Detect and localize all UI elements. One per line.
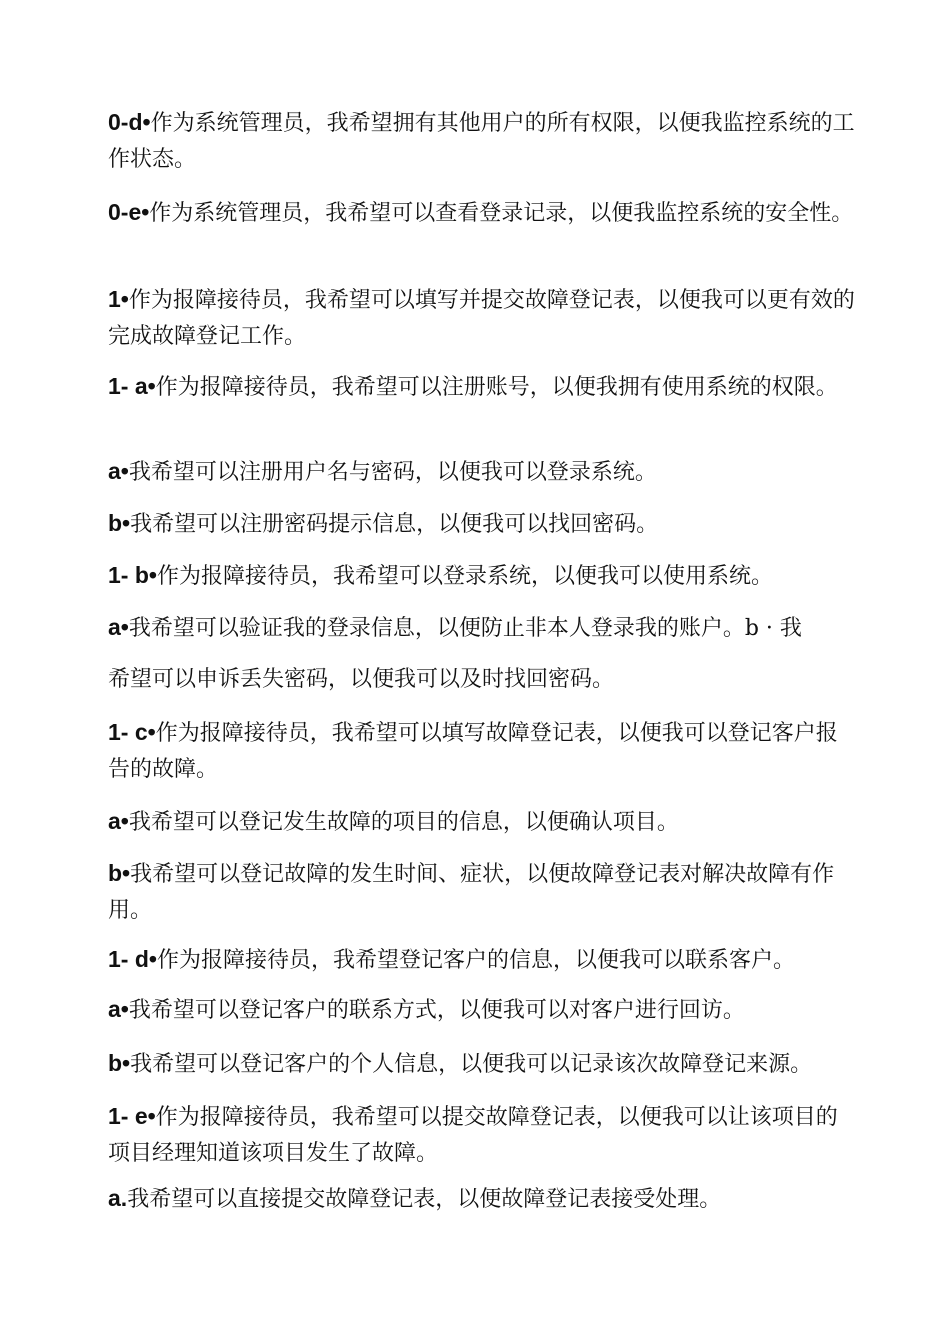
item-label: 1• — [108, 286, 129, 312]
item-label: a• — [108, 996, 129, 1022]
item-label: b• — [108, 860, 131, 886]
item-text: 我希望可以登记客户的个人信息，以便我可以记录该次故障登记来源。 — [130, 1052, 813, 1077]
paragraph-1a — [108, 368, 858, 406]
item-text: 作为系统管理员，我希望拥有其他用户的所有权限，以便我监控系统的工作状态。 — [108, 111, 855, 172]
item-text: 我希望可以直接提交故障登记表，以便故障登记表接受处理。 — [127, 1187, 722, 1212]
item-label: a• — [108, 808, 129, 834]
item-text: 作为报障接待员，我希望登记客户的信息，以便我可以联系客户。 — [156, 948, 795, 973]
item-label: b• — [108, 1050, 131, 1076]
item-label: 1- a• — [108, 373, 156, 399]
item-label: 0-e• — [108, 199, 150, 225]
paragraph-1d — [108, 941, 858, 979]
item-label: a• — [108, 458, 129, 484]
item-label: 1- c• — [108, 719, 156, 745]
item-label: b• — [108, 510, 131, 536]
item-text: 作为系统管理员，我希望可以查看登录记录，以便我监控系统的安全性。 — [149, 201, 854, 226]
paragraph-1d-a — [108, 991, 858, 1029]
paragraph-1a-a — [108, 453, 858, 491]
item-label: a• — [108, 614, 129, 640]
item-label: 1- b• — [108, 562, 157, 588]
item-text: 作为报障接待员，我希望可以注册账号，以便我拥有使用系统的权限。 — [155, 375, 838, 400]
item-text: 我希望可以验证我的登录信息，以便防止非本人登录我的账户。b · 我 — [128, 616, 802, 641]
item-text: 我希望可以登记故障的发生时间、症状，以便故障登记表对解决故障有作用。 — [108, 862, 835, 923]
paragraph-1d-b — [108, 1045, 858, 1083]
paragraph-1c-b — [108, 855, 858, 929]
item-text: 作为报障接待员，我希望可以提交故障登记表，以便我可以让该项目的项目经理知道该项目发生了故障。 — [108, 1105, 838, 1166]
item-text: 我希望可以注册用户名与密码，以便我可以登录系统。 — [128, 460, 657, 485]
paragraph-0d — [108, 104, 858, 178]
item-label: 0-d• — [108, 109, 151, 135]
item-text: 我希望可以注册密码提示信息，以便我可以找回密码。 — [130, 512, 659, 537]
paragraph-1b — [108, 557, 858, 595]
paragraph-1c — [108, 714, 858, 788]
item-label: 1- d• — [108, 946, 157, 972]
item-text: 我希望可以登记客户的联系方式，以便我可以对客户进行回访。 — [128, 998, 745, 1023]
item-text: 希望可以申诉丢失密码，以便我可以及时找回密码。 — [108, 667, 615, 692]
paragraph-1e — [108, 1098, 858, 1172]
item-text: 作为报障接待员，我希望可以填写并提交故障登记表，以便我可以更有效的完成故障登记工作。 — [108, 288, 855, 349]
paragraph-1c-a — [108, 803, 858, 841]
paragraph-1 — [108, 281, 858, 355]
item-label: a. — [108, 1185, 128, 1211]
paragraph-1b-a — [108, 609, 858, 647]
paragraph-1a-b — [108, 505, 858, 543]
paragraph-1b-b — [108, 660, 858, 698]
paragraph-1e-a — [108, 1180, 858, 1218]
paragraph-0e — [108, 194, 858, 232]
item-text: 我希望可以登记发生故障的项目的信息，以便确认项目。 — [128, 810, 679, 835]
item-text: 作为报障接待员，我希望可以登录系统，以便我可以使用系统。 — [156, 564, 773, 589]
item-text: 作为报障接待员，我希望可以填写故障登记表，以便我可以登记客户报告的故障。 — [108, 721, 838, 782]
item-label: 1- e• — [108, 1103, 156, 1129]
